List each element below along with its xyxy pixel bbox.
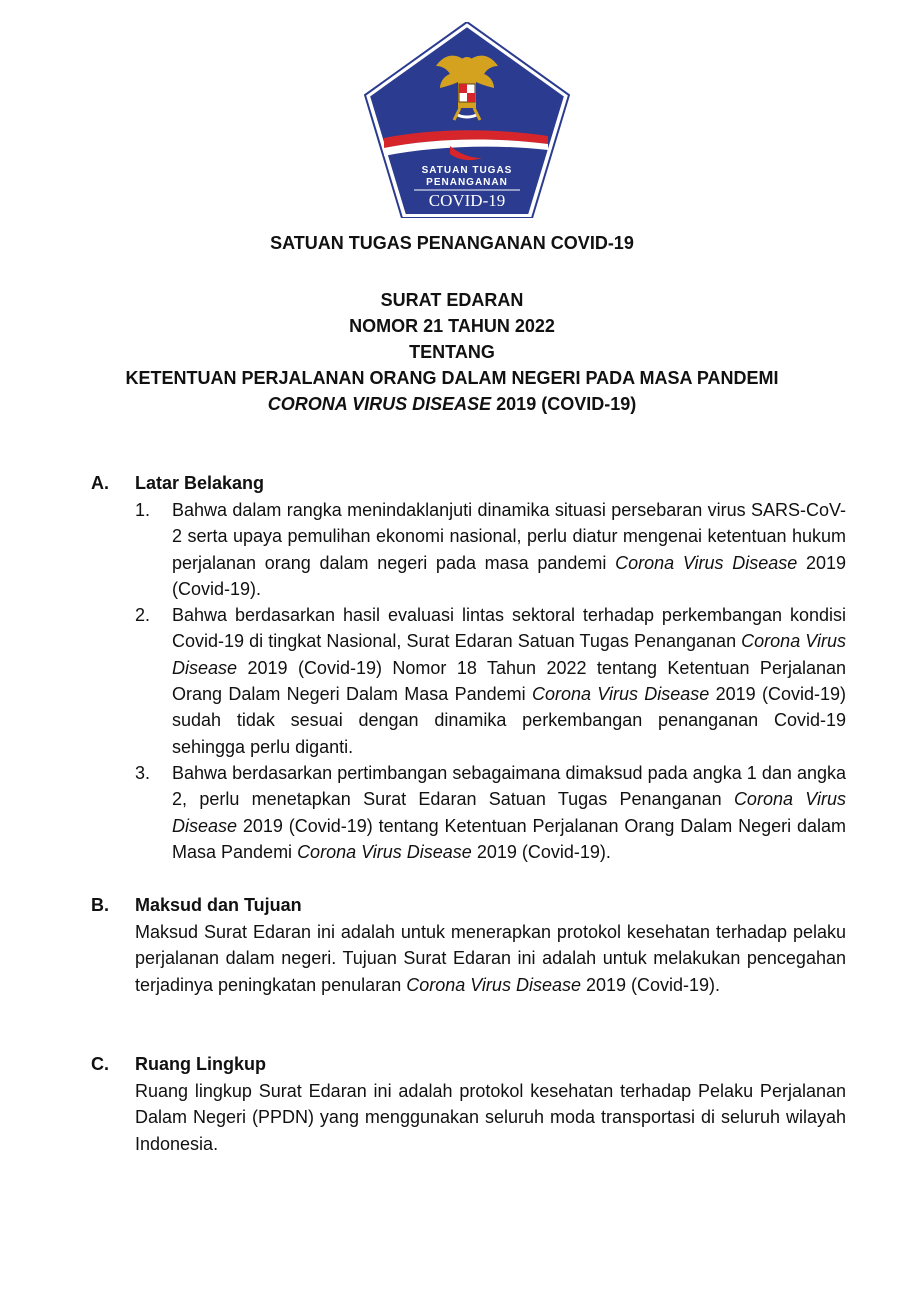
item-italic: Corona Virus Disease xyxy=(172,631,846,678)
document-subject: KETENTUAN PERJALANAN ORANG DALAM NEGERI PADA MASA PANDEMI xyxy=(125,368,779,388)
subject-rest: 2019 (COVID-19) xyxy=(491,394,637,414)
item-number: 3. xyxy=(135,762,151,783)
paragraph-italic: Corona Virus Disease xyxy=(406,974,581,995)
section-letter: B. xyxy=(91,895,109,915)
document-type: SURAT EDARAN xyxy=(380,290,524,310)
item-text: 2019 (Covid-19) tentang Ketentuan Perjalanan Orang Dalam Negeri dalam Masa Pandemi xyxy=(172,815,846,862)
item-italic: Corona Virus Disease xyxy=(615,552,798,573)
logo-line2: PENANGANAN xyxy=(426,177,508,188)
paragraph-text: 2019 (Covid-19). xyxy=(580,974,721,995)
section-ruang-lingkup xyxy=(0,1051,904,1157)
section-paragraph xyxy=(135,919,846,998)
section-letter: C. xyxy=(91,1054,109,1074)
satgas-covid19-logo xyxy=(364,22,570,218)
item-italic: Corona Virus Disease xyxy=(172,789,846,836)
logo-line1: SATUAN TUGAS xyxy=(421,165,513,176)
list-item xyxy=(135,497,847,602)
item-text: 2019 (Covid-19) sudah tidak sesuai dengan dinamika perkembangan penanganan Covid-19 sehingga perlu diganti. xyxy=(172,684,846,757)
section-latar-belakang xyxy=(0,470,904,865)
section-title: Latar Belakang xyxy=(135,473,265,493)
list-item xyxy=(135,760,846,865)
section-title: Maksud dan Tujuan xyxy=(135,895,302,915)
document-title-block xyxy=(0,287,904,417)
subject-italic: CORONA VIRUS DISEASE xyxy=(267,394,492,414)
item-text: Bahwa berdasarkan pertimbangan sebagaimana dimaksud pada angka 1 dan angka 2, perlu menetapkan Surat Edaran Satuan Tugas Penanganan xyxy=(172,762,846,810)
section-maksud-tujuan xyxy=(0,892,904,998)
item-text: Bahwa dalam rangka menindaklanjuti dinamika situasi persebaran virus SARS-CoV-2 serta upaya pemulihan ekonomi nasional, perlu diatur mengenai ketentuan hukum perjalanan orang dalam negeri pada masa pandemi xyxy=(172,500,846,573)
organization-title: SATUAN TUGAS PENANGANAN COVID-19 xyxy=(270,233,634,253)
section-letter: A. xyxy=(91,473,109,493)
item-text: Bahwa berdasarkan hasil evaluasi lintas sektoral terhadap perkembangan kondisi Covid-19 di tingkat Nasional, Surat Edaran Satuan Tugas Penanganan xyxy=(172,605,846,652)
item-text: 2019 (Covid-19). xyxy=(172,552,847,599)
document-subject-line2 xyxy=(0,391,904,417)
section-heading xyxy=(0,470,904,497)
item-text: 2019 (Covid-19). xyxy=(471,841,611,862)
item-number: 2. xyxy=(135,605,151,626)
item-italic: Corona Virus Disease xyxy=(531,684,710,705)
item-italic: Corona Virus Disease xyxy=(297,841,472,862)
section-heading xyxy=(0,1051,904,1078)
item-text: 2019 (Covid-19) Nomor 18 Tahun 2022 tentang Ketentuan Perjalanan Orang Dalam Negeri Dalam Masa Pandemi xyxy=(172,657,846,705)
document-number: NOMOR 21 TAHUN 2022 xyxy=(349,316,555,336)
document-about: TENTANG xyxy=(409,342,495,362)
section-heading xyxy=(0,892,904,919)
list-item xyxy=(135,602,846,760)
paragraph-text: Maksud Surat Edaran ini adalah untuk menerapkan protokol kesehatan terhadap pelaku perjalanan dalam negeri. Tujuan Surat Edaran ini adalah untuk melakukan pencegahan terjadinya peningkatan penularan xyxy=(135,922,846,995)
item-number: 1. xyxy=(135,500,151,520)
section-title: Ruang Lingkup xyxy=(135,1054,266,1074)
section-paragraph: Ruang lingkup Surat Edaran ini adalah protokol kesehatan terhadap Pelaku Perjalanan Dalam Negeri (PPDN) yang menggunakan seluruh moda transportasi di seluruh wilayah Indonesia. xyxy=(135,1081,846,1154)
logo-line3: COVID-19 xyxy=(428,191,506,210)
